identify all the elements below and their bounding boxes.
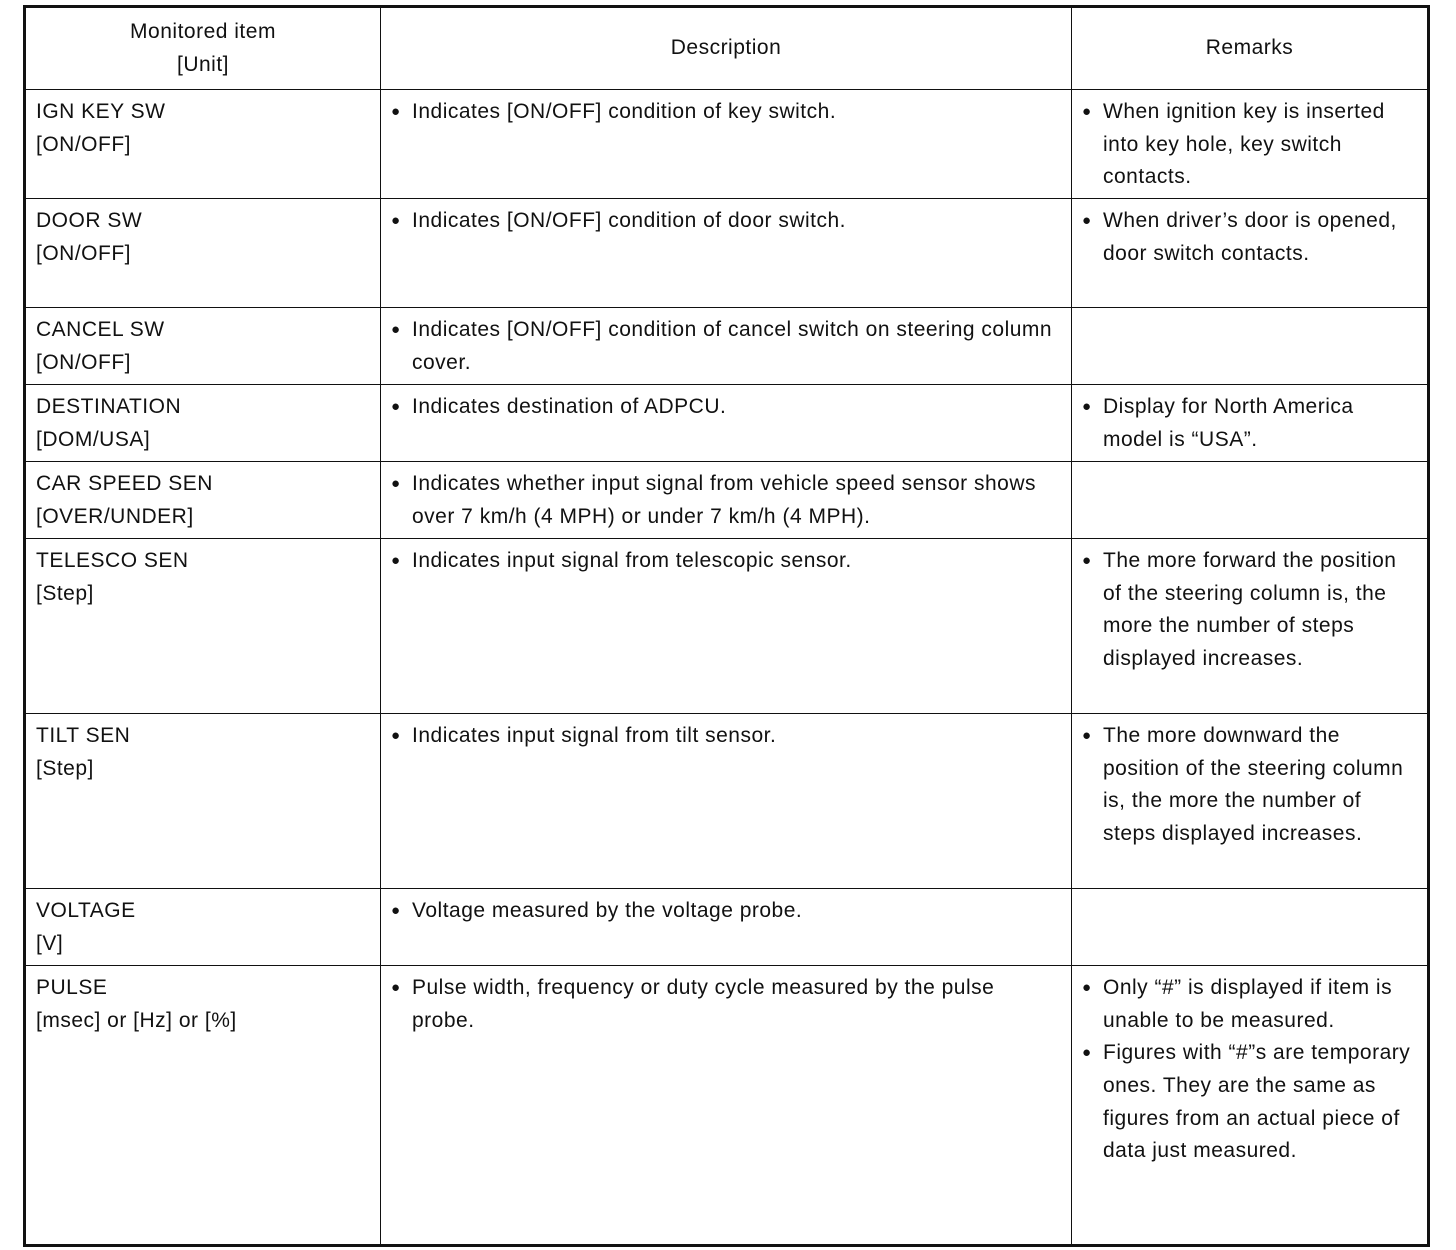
remarks-cell-list — [1082, 96, 1417, 194]
description-cell — [381, 199, 1072, 308]
monitored-item-cell — [25, 199, 381, 308]
table-row — [25, 462, 1429, 539]
monitored-item-cell — [25, 308, 381, 385]
description-cell — [381, 308, 1072, 385]
monitored-item-cell — [25, 714, 381, 889]
item-name: DOOR SW — [36, 209, 143, 233]
remarks-cell-list — [1082, 545, 1417, 675]
description-cell — [381, 385, 1072, 462]
description-cell-list — [391, 720, 1061, 753]
description-cell-list — [391, 314, 1061, 379]
description-bullet: ● Indicates [ON/OFF] condition of key switch. — [391, 96, 1061, 129]
table-row — [25, 539, 1429, 714]
description-cell-list — [391, 545, 1061, 578]
monitored-item-cell — [25, 889, 381, 966]
monitored-item-cell — [25, 90, 381, 199]
description-cell — [381, 539, 1072, 714]
remarks-cell — [1072, 889, 1429, 966]
remarks-cell — [1072, 966, 1429, 1246]
header-item-line2: [Unit] — [176, 52, 229, 76]
item-name: TELESCO SEN — [36, 549, 189, 573]
remarks-cell — [1072, 199, 1429, 308]
description-bullet: ● Indicates input signal from telescopic sensor. — [391, 545, 1061, 578]
header-description: Description — [381, 7, 1072, 90]
item-name: IGN KEY SW — [36, 100, 166, 124]
description-bullet: ● Voltage measured by the voltage probe. — [391, 895, 1061, 928]
table-row — [25, 714, 1429, 889]
description-bullet: ● Indicates [ON/OFF] condition of door switch. — [391, 205, 1061, 238]
table-row — [25, 199, 1429, 308]
item-unit: [Step] — [36, 581, 94, 605]
item-unit: [ON/OFF] — [36, 241, 131, 265]
table-row — [25, 385, 1429, 462]
remarks-cell — [1072, 90, 1429, 199]
remarks-cell-list — [1082, 391, 1417, 456]
table-body — [25, 90, 1429, 1246]
remarks-cell — [1072, 308, 1429, 385]
remarks-cell-list — [1082, 972, 1417, 1168]
item-unit: [msec] or [Hz] or [%] — [36, 1008, 237, 1032]
item-name: CAR SPEED SEN — [36, 472, 213, 496]
header-row — [25, 7, 1429, 90]
description-cell-list — [391, 391, 1061, 424]
description-bullet: ● Pulse width, frequency or duty cycle measured by the pulse probe. — [391, 972, 1061, 1037]
item-name: TILT SEN — [36, 724, 131, 748]
item-name: CANCEL SW — [36, 318, 165, 342]
description-bullet: ● Indicates destination of ADPCU. — [391, 391, 1061, 424]
item-name: VOLTAGE — [36, 899, 136, 923]
item-unit: [OVER/UNDER] — [36, 504, 194, 528]
remarks-bullet: ● Figures with “#”s are temporary ones. They are the same as figures from an actual piece of data just measured. — [1082, 1037, 1417, 1167]
item-unit: [ON/OFF] — [36, 350, 131, 374]
item-name: DESTINATION — [36, 395, 182, 419]
remarks-cell — [1072, 714, 1429, 889]
table-row — [25, 90, 1429, 199]
monitored-item-cell — [25, 385, 381, 462]
description-cell-list — [391, 205, 1061, 238]
remarks-cell-list — [1082, 205, 1417, 270]
description-cell-list — [391, 895, 1061, 928]
description-bullet: ● Indicates input signal from tilt sensor. — [391, 720, 1061, 753]
remarks-bullet: ● Only “#” is displayed if item is unable to be measured. — [1082, 972, 1417, 1037]
description-cell — [381, 90, 1072, 199]
table-row — [25, 889, 1429, 966]
item-unit: [DOM/USA] — [36, 427, 151, 451]
description-cell — [381, 889, 1072, 966]
table-row — [25, 308, 1429, 385]
header-remarks: Remarks — [1072, 7, 1429, 90]
remarks-bullet: ● When ignition key is inserted into key hole, key switch contacts. — [1082, 96, 1417, 194]
item-unit: [ON/OFF] — [36, 132, 131, 156]
remarks-bullet: ● Display for North America model is “USA”. — [1082, 391, 1417, 456]
remarks-bullet: ● When driver’s door is opened, door switch contacts. — [1082, 205, 1417, 270]
remarks-bullet: ● The more downward the position of the steering column is, the more the number of steps displayed increases. — [1082, 720, 1417, 850]
description-cell-list — [391, 468, 1061, 533]
description-bullet: ● Indicates whether input signal from vehicle speed sensor shows over 7 km/h (4 MPH) or under 7 km/h (4 MPH). — [391, 468, 1061, 533]
header-monitored-item — [25, 7, 381, 90]
description-cell-list — [391, 96, 1061, 129]
item-name: PULSE — [36, 976, 108, 1000]
remarks-cell — [1072, 539, 1429, 714]
item-unit: [V] — [36, 931, 64, 955]
description-cell — [381, 966, 1072, 1246]
description-cell-list — [391, 972, 1061, 1037]
remarks-cell — [1072, 385, 1429, 462]
description-bullet: ● Indicates [ON/OFF] condition of cancel switch on steering column cover. — [391, 314, 1061, 379]
monitored-item-cell — [25, 966, 381, 1246]
remarks-cell — [1072, 462, 1429, 539]
monitored-items-table — [23, 5, 1430, 1247]
remarks-cell-list — [1082, 720, 1417, 850]
item-unit: [Step] — [36, 756, 94, 780]
monitored-item-cell — [25, 462, 381, 539]
monitored-item-cell — [25, 539, 381, 714]
remarks-bullet: ● The more forward the position of the steering column is, the more the number of steps displayed increases. — [1082, 545, 1417, 675]
description-cell — [381, 714, 1072, 889]
description-cell — [381, 462, 1072, 539]
header-item-line1: Monitored item — [130, 20, 276, 43]
table-row — [25, 966, 1429, 1246]
